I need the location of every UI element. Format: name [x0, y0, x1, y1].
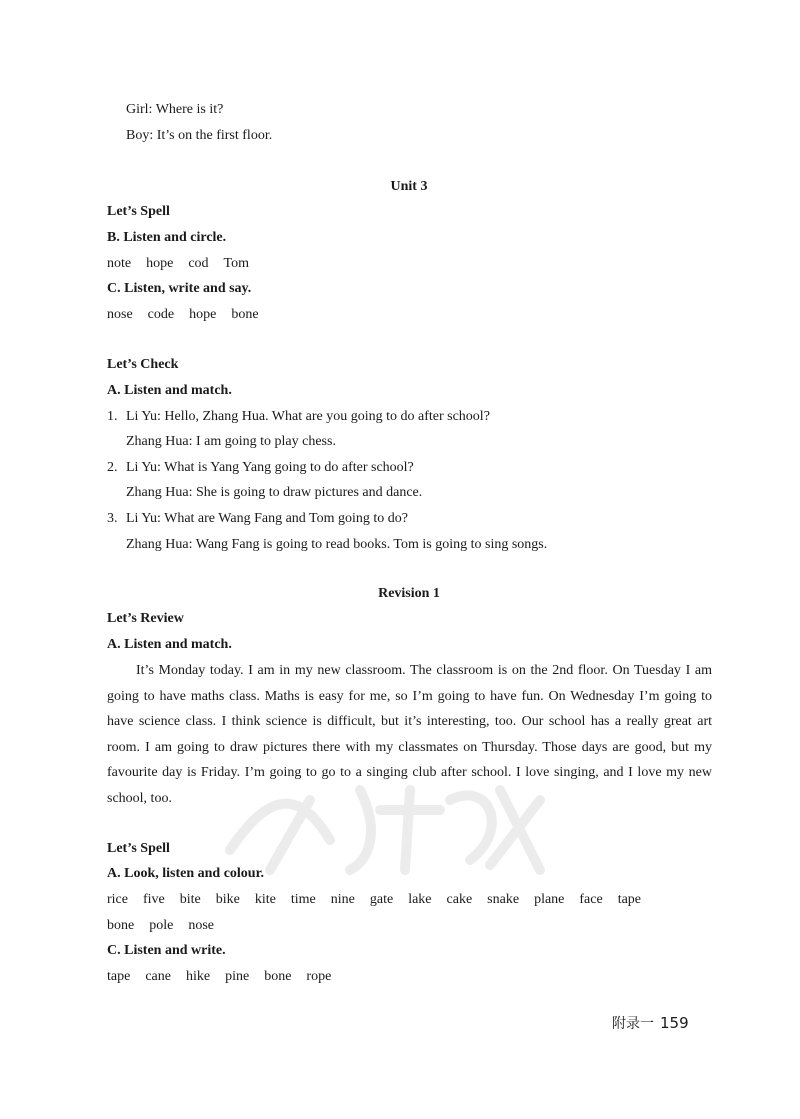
- dialogue-answer: Zhang Hua: I am going to play chess.: [126, 434, 336, 449]
- exercise-title: B. Listen and circle.: [107, 230, 227, 245]
- item-number: 2.: [107, 460, 118, 475]
- section-heading: Let’s Review: [107, 611, 184, 626]
- word: five: [142, 892, 165, 907]
- question-text: Li Yu: What is Yang Yang going to do after school?: [126, 460, 414, 475]
- word: bone: [264, 969, 292, 984]
- section-heading: Let’s Check: [107, 357, 179, 372]
- item-number: 1.: [107, 409, 118, 424]
- word: lake: [408, 892, 432, 907]
- word: tape: [107, 969, 131, 984]
- listening-passage: [107, 658, 712, 812]
- word: rope: [306, 969, 332, 984]
- word: bite: [179, 892, 201, 907]
- word-list: [107, 968, 346, 986]
- dialogue-question: [107, 459, 414, 477]
- word-list: [107, 891, 656, 909]
- section-heading: Let’s Spell: [107, 841, 170, 856]
- unit-title: Unit 3: [390, 179, 428, 194]
- dialogue-answer: Zhang Hua: Wang Fang is going to read books. Tom is going to sing songs.: [126, 537, 548, 552]
- exercise-title: C. Listen and write.: [107, 943, 226, 958]
- dialogue-line: Boy: It’s on the first floor.: [126, 128, 273, 143]
- word: plane: [534, 892, 565, 907]
- section-heading: Let’s Spell: [107, 204, 170, 219]
- dialogue-question: [107, 408, 490, 426]
- word: cane: [145, 969, 171, 984]
- question-text: Li Yu: Hello, Zhang Hua. What are you going to do after school?: [126, 409, 490, 424]
- page-number: 159: [660, 1014, 689, 1032]
- unit-title: Revision 1: [378, 586, 440, 601]
- word: rice: [107, 892, 128, 907]
- word: bone: [107, 918, 135, 933]
- page-footer: [612, 1014, 689, 1033]
- word: hike: [185, 969, 211, 984]
- word: kite: [254, 892, 276, 907]
- exercise-title: C. Listen, write and say.: [107, 281, 252, 296]
- word: gate: [369, 892, 394, 907]
- word: nine: [330, 892, 355, 907]
- word-list: [107, 306, 274, 324]
- word: cod: [188, 256, 209, 271]
- dialogue-question: [107, 510, 408, 528]
- item-number: 3.: [107, 511, 118, 526]
- word: tape: [617, 892, 642, 907]
- word-list: [107, 255, 264, 273]
- exercise-title: A. Listen and match.: [107, 637, 232, 652]
- word: Tom: [223, 256, 250, 271]
- word: face: [579, 892, 603, 907]
- word: hope: [189, 307, 217, 322]
- word: time: [290, 892, 316, 907]
- word: bike: [215, 892, 240, 907]
- word: cake: [446, 892, 473, 907]
- dialogue-line: Girl: Where is it?: [126, 102, 224, 117]
- word: hope: [146, 256, 174, 271]
- word: snake: [487, 892, 520, 907]
- word: nose: [107, 307, 133, 322]
- word-list: [107, 917, 229, 935]
- footer-section-label: 附录一: [612, 1016, 654, 1032]
- passage-text: It’s Monday today. I am in my new classroom. The classroom is on the 2nd floor. On Tuesday I am going to have maths class. Maths is easy for me, so I’m going to have fun. On Wednesday I’m going to have science class. I think science is difficult, but it’s interesting, too. Our school has a really great art room. I am going to draw pictures there with my classmates on Thursday. Those days are good, but my favourite day is Friday. I’m going to go to a singing club after school. I love singing, and I love my new school, too.: [107, 663, 712, 806]
- word: pine: [225, 969, 250, 984]
- question-text: Li Yu: What are Wang Fang and Tom going to do?: [126, 511, 408, 526]
- word: bone: [231, 307, 259, 322]
- word: note: [107, 256, 132, 271]
- word: nose: [188, 918, 214, 933]
- dialogue-answer: Zhang Hua: She is going to draw pictures and dance.: [126, 485, 423, 500]
- word: code: [147, 307, 175, 322]
- exercise-title: A. Listen and match.: [107, 383, 232, 398]
- exercise-title: A. Look, listen and colour.: [107, 866, 265, 881]
- word: pole: [149, 918, 174, 933]
